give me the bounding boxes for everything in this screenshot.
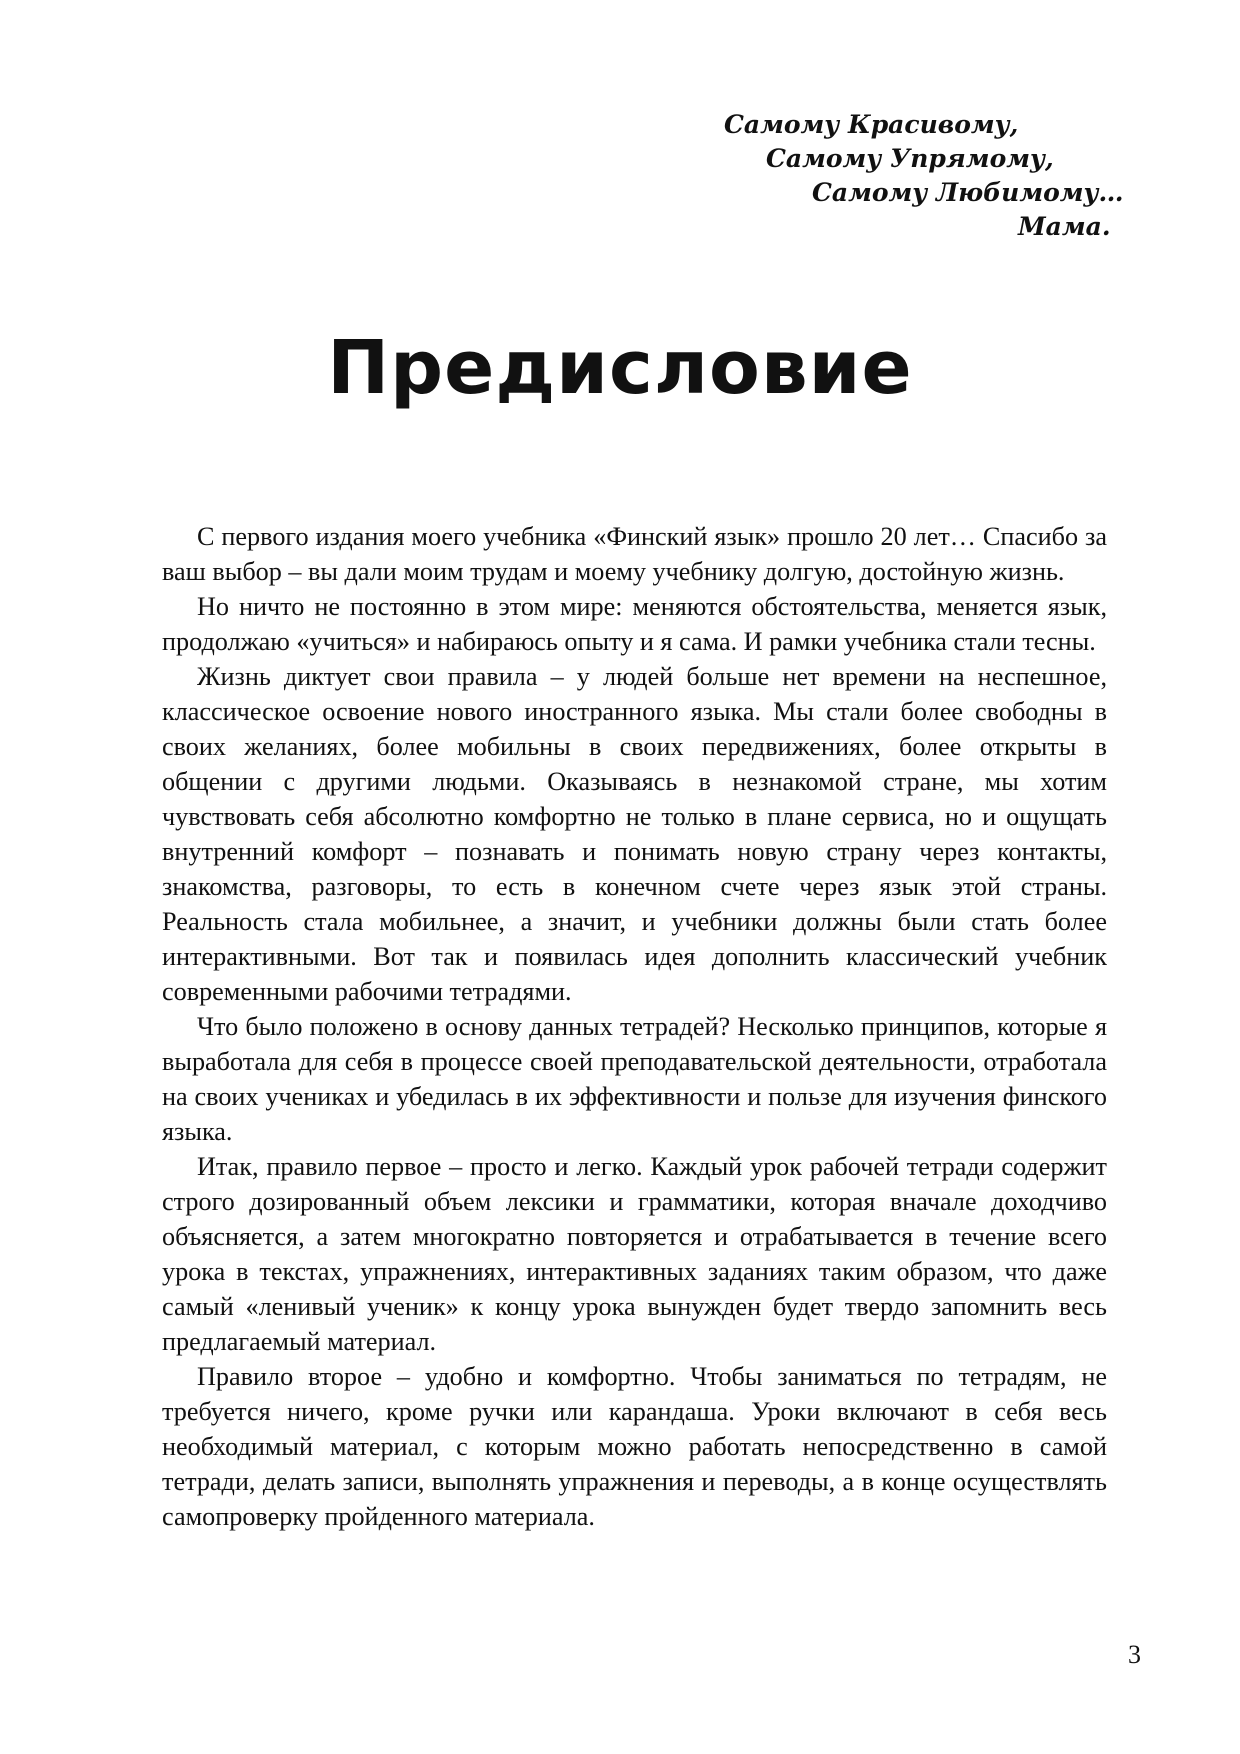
page-title: Предисловие [327,325,913,411]
paragraph: Итак, правило первое – просто и легко. Каждый урок рабочей тетради содержит строго дозированный объем лексики и грамматики, которая вначале доходчиво объясняется, а затем многократно повторяется и отрабатывается в течение всего урока в текстах, упражнениях, интерактивных заданиях таким образом, что даже самый «ленивый ученик» к концу урока вынужден будет твердо запомнить весь предлагаемый материал. [162,1152,1107,1356]
paragraph: Правило второе – удобно и комфортно. Чтобы заниматься по тетрадям, не требуется ничего, кроме ручки или карандаша. Уроки включают в себя весь необходимый материал, с которым можно работать непосредственно в самой тетради, делать записи, выполнять упражнения и переводы, а в конце осуществлять самопроверку пройденного материала. [162,1362,1107,1531]
paragraph: Но ничто не постоянно в этом мире: меняются обстоятельства, меняется язык, продолжаю «учиться» и набираюсь опыту и я сама. И рамки учебника стали тесны. [162,592,1107,656]
dedication-line-3: Самому Любимому… [812,178,1124,207]
dedication-line-1: Самому Красивому, [724,110,1019,139]
paragraph: Что было положено в основу данных тетрадей? Несколько принципов, которые я выработала для себя в процессе своей преподавательской деятельности, отработала на своих учениках и убедилась в их эффективности и пользе для изучения финского языка. [162,1012,1107,1146]
paragraph: С первого издания моего учебника «Финский язык» прошло 20 лет… Спасибо за ваш выбор – вы дали моим трудам и моему учебнику долгую, достойную жизнь. [162,522,1107,586]
dedication [600,108,1124,244]
preface-body [162,519,1107,1534]
page-number: 3 [1128,1640,1141,1669]
dedication-line-2: Самому Упрямому, [766,144,1054,173]
dedication-signature: Мама. [1018,212,1111,241]
paragraph: Жизнь диктует свои правила – у людей больше нет времени на неспешное, классическое освоение нового иностранного языка. Мы стали более свободны в своих желаниях, более мобильны в своих передвижениях, более открыты в общении с другими людьми. Оказываясь в незнакомой стране, мы хотим чувствовать себя абсолютно комфортно не только в плане сервиса, но и ощущать внутренний комфорт – познавать и понимать новую страну через контакты, знакомства, разговоры, то есть в конечном счете через язык этой страны. Реальность стала мобильнее, а значит, и учебники должны были стать более интерактивными. Вот так и появилась идея дополнить классический учебник современными рабочими тетрадями. [162,662,1107,1006]
